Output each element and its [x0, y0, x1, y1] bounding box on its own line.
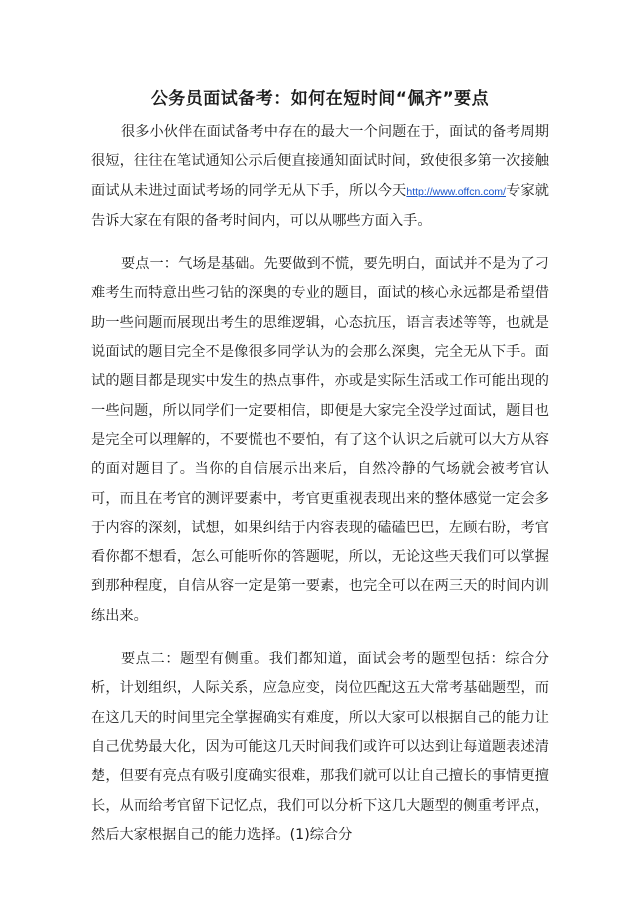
- intro-text-part1: 很多小伙伴在面试备考中存在的最大一个问题在于，面试的备考周期很短，往往在笔试通知公示后便直接通知面试时间，致使很多第一次接触面试从未进过面试考场的同学无从下手，所以今天: [91, 124, 549, 199]
- point-two-paragraph: 要点二：题型有侧重。我们都知道，面试会考的题型包括：综合分析，计划组织，人际关系，应急应变，岗位匹配这五大常考基础题型，而在这几天的时间里完全掌握确实有难度，所以大家可以根据自己的能力让自己优势最大化，因为可能这几天时间我们或许可以达到让每道题表述清楚，但要有亮点有吸引度确实很难，那我们就可以让自己擅长的事情更擅长，从而给考官留下记忆点，我们可以分析下这几大题型的侧重考评点，然后大家根据自己的能力选择。(1)综合分: [91, 651, 549, 843]
- document-body: [91, 118, 549, 864]
- point-one-paragraph: 要点一：气场是基础。先要做到不慌，要先明白，面试并不是为了刁难考生而特意出些刁钻的深奥的专业的题目，面试的核心永远都是希望借助一些问题而展现出考生的思维逻辑，心态抗压，语言表述等等，也就是说面试的题目完全不是像很多同学认为的会那么深奥，完全无从下手。面试的题目都是现实中发生的热点事件，亦或是实际生活或工作可能出现的一些问题，所以同学们一定要相信，即便是大家完全没学过面试，题目也是完全可以理解的，不要慌也不要怕，有了这个认识之后就可以大方从容的面对题目了。当你的自信展示出来后，自然冷静的气场就会被考官认可，而且在考官的测评要素中，考官更重视表现出来的整体感觉一定会多于内容的深刻，试想，如果纠结于内容表现的磕磕巴巴，左顾右盼，考官看你都不想看，怎么可能听你的答题呢，所以，无论这些天我们可以掌握到那种程度，自信从容一定是第一要素，也完全可以在两三天的时间内训练出来。: [91, 256, 549, 624]
- offcn-link[interactable]: http://www.offcn.com/: [406, 185, 506, 198]
- intro-text-part2: 专家就告诉大家在有限的备考时间内，可以从哪些方面入手。: [91, 182, 549, 229]
- intro-paragraph: [91, 118, 549, 236]
- document-title: 公务员面试备考：如何在短时间“佩齐”要点: [150, 89, 490, 109]
